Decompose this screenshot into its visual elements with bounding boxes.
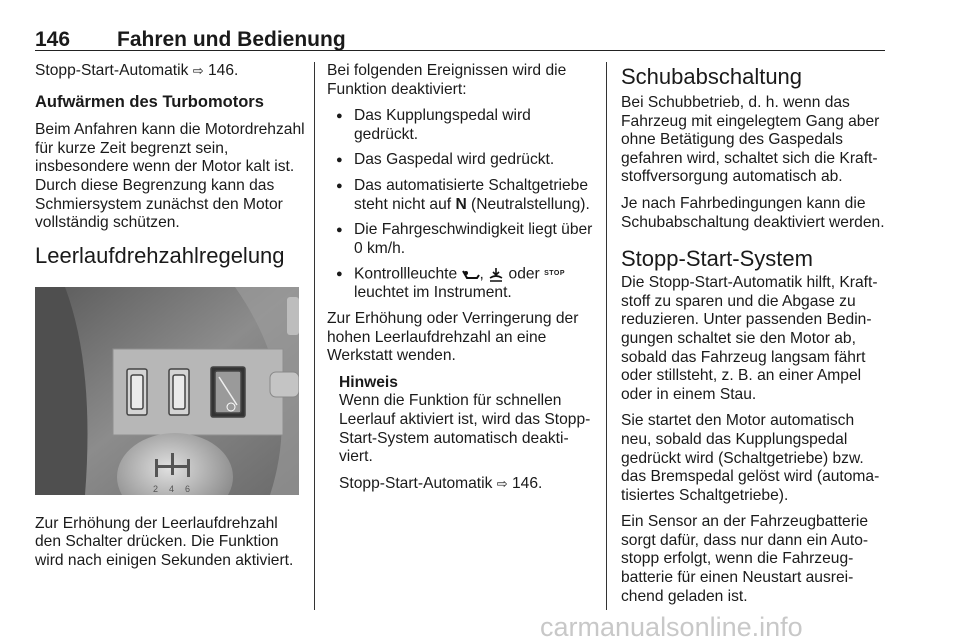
eco-mode-icon	[462, 269, 480, 281]
note-title: Hinweis	[339, 373, 398, 391]
svg-text:4: 4	[169, 483, 175, 494]
svg-text:2: 2	[153, 483, 159, 494]
page-number: 146	[35, 28, 71, 51]
fuel-cut-paragraph-2: Je nach Fahrbedingungen kann die Schubabschaltung deaktiviert werden.	[621, 194, 885, 231]
stop-start-paragraph-3: Ein Sensor an der Fahrzeugbatterie sorgt dafür, dass nur dann ein Autostopp erfolgt, wenn die Fahrzeugbatterie für einen Neustart ausreichend geladen ist.	[621, 513, 869, 605]
svg-text:6: 6	[185, 483, 191, 494]
deactivation-intro: Bei folgenden Ereignissen wird die Funktion deaktiviert:	[327, 62, 567, 98]
cross-reference: Stopp-Start-Automatik ⇨ 146.	[339, 474, 543, 492]
idle-adjust-paragraph: Zur Erhöhung oder Verringerung der hohen Leerlaufdrehzahl an eine Werkstatt wenden.	[327, 309, 579, 365]
column-middle	[327, 62, 595, 501]
section-heading-turbo: Aufwärmen des Turbomotors	[35, 92, 264, 111]
note-text: Wenn die Funktion für schnellen Leerlauf aktiviert ist, wird das Stopp-Start-System automatisch deaktiviert.	[339, 392, 591, 466]
list-item: ● Das Kupplungspedal wird gedrückt.	[327, 107, 595, 144]
page-ref-arrow-icon: ⇨	[192, 63, 204, 78]
section-heading-idle: Leerlaufdrehzahlregelung	[35, 242, 285, 268]
stop-icon: STOP	[544, 270, 566, 278]
list-item: ● Die Fahrgeschwindigkeit liegt über 0 km/h.	[327, 221, 595, 258]
autostop-icon	[488, 267, 504, 283]
section-heading-stop-start: Stopp-Start-System	[621, 246, 813, 272]
cross-reference: Stopp-Start-Automatik ⇨ 146.	[35, 62, 239, 79]
column-left	[35, 62, 305, 579]
deactivation-list	[327, 107, 595, 303]
note-box	[327, 374, 595, 494]
watermark: carmanualsonline.info	[540, 612, 803, 642]
page-title: Fahren und Bedienung	[117, 28, 346, 51]
list-item: ● Kontrollleuchte , oder STOP leuchtet im Instrument.	[327, 265, 595, 303]
stop-start-paragraph-2: Sie startet den Motor automatisch neu, sobald das Kupplungspedal gedrückt wird (Schaltgetriebe) bzw. das Bremspedal gelöst wird (automatisiertes Schaltgetriebe).	[621, 412, 880, 504]
section-heading-fuel-cut: Schubabschaltung	[621, 64, 803, 89]
list-item: ● Das automatisierte Schaltgetriebe steht nicht auf N (Neutralstellung).	[327, 177, 595, 214]
column-divider	[606, 62, 607, 610]
column-divider	[314, 62, 315, 610]
figure-caption: Zur Erhöhung der Leerlaufdrehzahl den Schalter drücken. Die Funktion wird nach einigen Sekunden aktiviert.	[35, 514, 294, 569]
warmup-paragraph: Beim Anfahren kann die Motordrehzahl für kurze Zeit begrenzt sein, insbesondere wenn der Motor kalt ist. Durch diese Begrenzung kann das Schmiersystem zunächst den Motor vollständig schützen.	[35, 121, 305, 232]
page-ref-arrow-icon: ⇨	[496, 475, 508, 491]
list-item: ● Das Gaspedal wird gedrückt.	[327, 151, 595, 170]
page-header	[35, 10, 885, 51]
idle-switch-illustration	[35, 287, 299, 495]
fuel-cut-paragraph: Bei Schubbetrieb, d. h. wenn das Fahrzeug mit eingelegtem Gang aber ohne Betätigung des Gaspedals gefahren wird, schaltet sich die Kraftstoffversorgung automatisch ab.	[621, 94, 880, 186]
stop-start-paragraph-1: Die Stopp-Start-Automatik hilft, Kraftstoff zu sparen und die Abgase zu reduzieren. Unter passenden Bedingungen schaltet sie den Motor ab, sobald das Fahrzeug langsam fährt oder stillsteht, z. B. an einer Ampel oder in einem Stau.	[621, 274, 878, 403]
column-right	[621, 62, 887, 614]
